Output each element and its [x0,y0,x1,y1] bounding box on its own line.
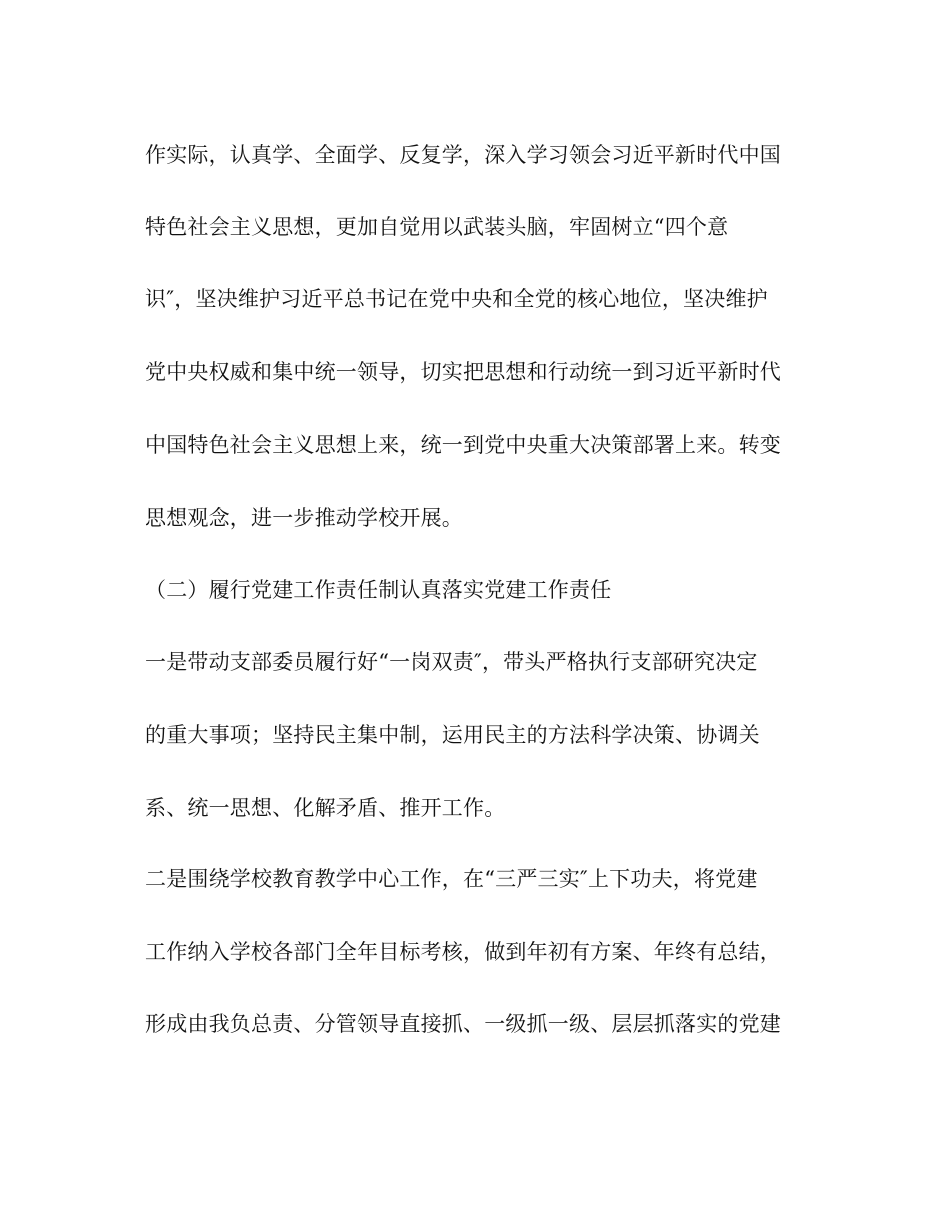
paragraph-line: 系、统一思想、化解矛盾、推开工作。 [145,796,506,820]
paragraph-line: 的重大事项；坚持民主集中制，运用民主的方法科学决策、协调关 [145,723,760,747]
paragraph-line: 形成由我负总责、分管领导直接抓、一级抓一级、层层抓落实的党建 [145,1012,781,1036]
paragraph-line: 识″，坚决维护习近平总书记在党中央和全党的核心地位，坚决维护 [145,287,768,311]
paragraph-line: 中国特色社会主义思想上来，统一到党中央重大决策部署上来。转变 [145,433,781,457]
paragraph-line: 党中央权威和集中统一领导，切实把思想和行动统一到习近平新时代 [145,360,781,384]
paragraph-line: 特色社会主义思想，更加自觉用以武装头脑，牢固树立“四个意 [145,215,729,239]
section-heading: （二）履行党建工作责任制认真落实党建工作责任 [145,578,612,602]
paragraph-line: 工作纳入学校各部门全年目标考核，做到年初有方案、年终有总结， [145,940,781,964]
paragraph-line: 二是围绕学校教育教学中心工作，在“三严三实″上下功夫，将党建 [145,867,758,891]
paragraph-line: 一是带动支部委员履行好“一岗双责″，带头严格执行支部研究决定 [145,650,758,674]
paragraph-line: 思想观念，进一步推动学校开展。 [145,506,463,530]
paragraph-line: 作实际，认真学、全面学、反复学，深入学习领会习近平新时代中国 [145,143,781,167]
